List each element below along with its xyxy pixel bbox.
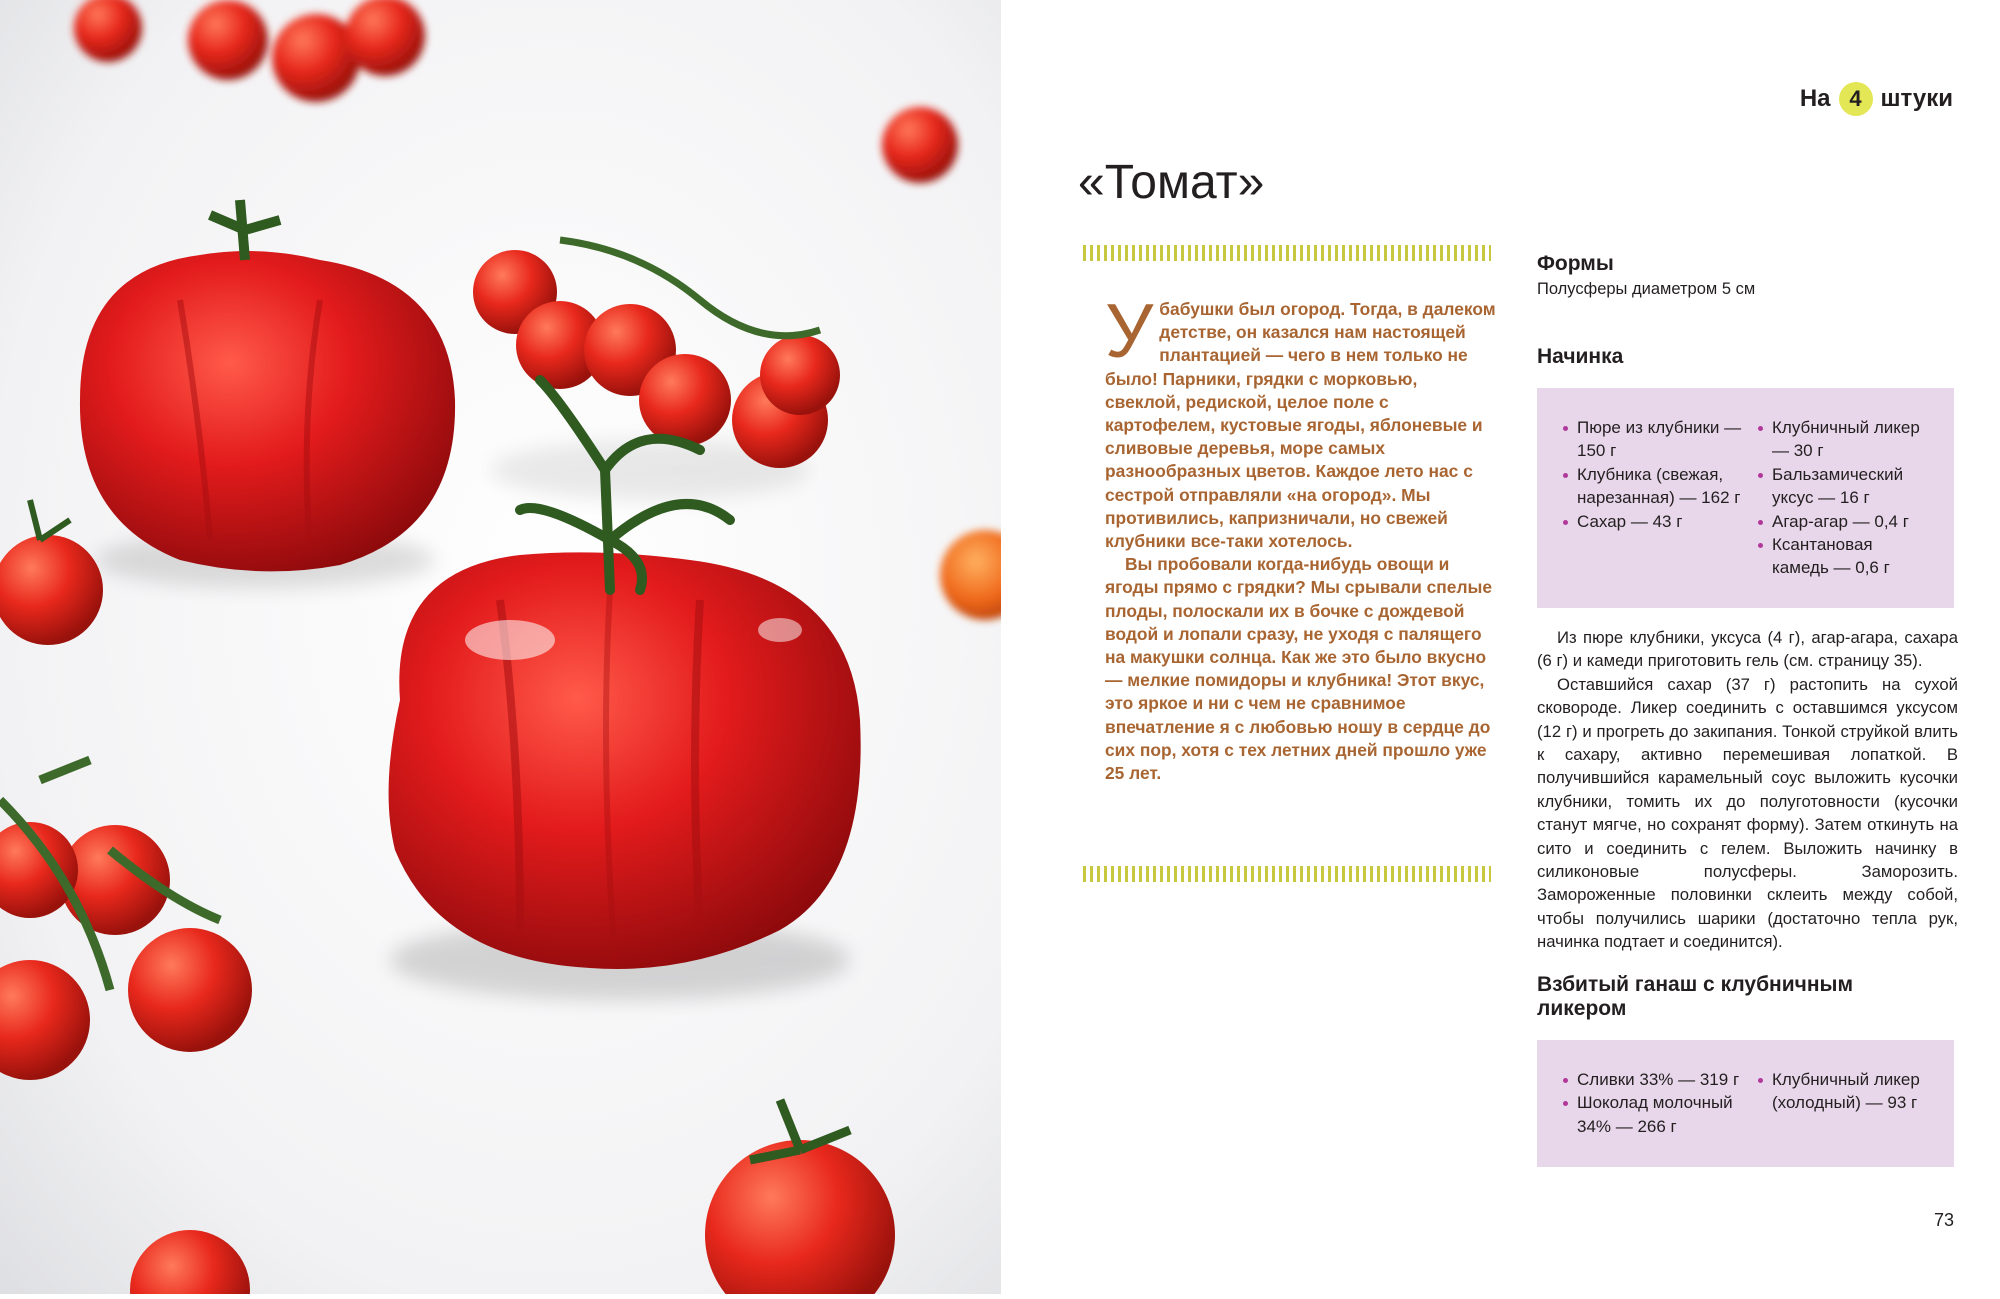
filling-ingredients-col1 [1561,416,1756,608]
ingredient-item: Клубничный ликер — 30 г [1756,416,1931,463]
ingredient-item: Клубника (свежая, нарезанная) — 162 г [1561,463,1756,510]
page-number: 73 [1933,1210,1954,1230]
drop-cap: У [1105,289,1154,374]
ingredient-item: Шоколад молочный 34% — 266 г [1561,1091,1756,1138]
ingredient-item: Сливки 33% — 319 г [1561,1068,1756,1091]
recipe-title: «Томат» [1078,156,1265,209]
servings-indicator [1800,82,1953,116]
filling-ingredients-box [1537,388,1954,608]
tomato-photo [0,0,1001,1294]
filling-heading: Начинка [1537,345,1624,368]
story-paragraph-1: бабушки был огород. Тогда, в далеком детстве, он казался нам настоящей плантацией — чего в нем только не было! Парники, грядки с морковью, свеклой, редиской, целое поле с картофелем, кустовые ягоды, яблоневые и сливовые деревья, море самых разнообразных цветов. Каждое лето нас с сестрой отправляли «на огород». Мы противились, капризничали, но свежей клубники все-таки хотелось. [1105,299,1496,552]
divider-bottom [1083,866,1491,882]
ingredient-item: Клубничный ликер (холодный) — 93 г [1756,1068,1931,1115]
method-paragraph-2: Оставшийся сахар (37 г) растопить на сухой сковороде. Ликер соединить с оставшимся уксусом (12 г) и прогреть до закипания. Тонкой струйкой влить к сахару, активно перемешивая лопаткой. В получившийся карамельный соус выложить кусочки клубники, томить их до полуготовности (кусочки станут мягче, но сохранят форму). Затем откинуть на сито и соединить с гелем. Выложить начинку в силиконовые полусферы. Заморозить. Замороженные половинки склеить между собой, чтобы получились шарики (достаточно тепла рук, начинка подтает и соединится). [1537,674,1958,952]
story-text [1105,289,1497,785]
filling-method [1537,626,1958,954]
servings-suffix: штуки [1880,85,1953,112]
forms-text: Полусферы диаметром 5 см [1537,280,1756,298]
ganache-ingredients-box [1537,1040,1954,1167]
servings-prefix: На [1799,85,1831,112]
servings-number-badge: 4 [1839,82,1873,116]
ingredient-item: Ксантановая камедь — 0,6 г [1756,533,1931,580]
divider-top [1083,245,1491,261]
ingredient-item: Пюре из клубники — 150 г [1561,416,1756,463]
ganache-heading: Взбитый ганаш с клубничным ликером [1537,973,1853,1020]
ganache-ingredients-col1 [1561,1068,1756,1167]
forms-heading: Формы [1537,252,1614,275]
story-paragraph-2: Вы пробовали когда-нибудь овощи и ягоды прямо с грядки? Мы срывали спелые плоды, полоскали их в бочке с дождевой водой и лопали сразу, не уходя с палящего на макушки солнца. Как же это было вкусно — мелкие помидоры и клубника! Этот вкус, это яркое и ни с чем не сравнимое впечатление я с любовью ношу в сердце до сих пор, хотя с тех летних дней прошло уже 25 лет. [1105,554,1493,784]
method-paragraph-1: Из пюре клубники, уксуса (4 г), агар-агара, сахара (6 г) и камеди приготовить гель (см. страницу 35). [1537,628,1958,671]
ganache-ingredients-col2 [1756,1068,1931,1167]
ingredient-item: Сахар — 43 г [1561,510,1756,533]
filling-ingredients-col2 [1756,416,1931,608]
ingredient-item: Агар-агар — 0,4 г [1756,510,1931,533]
ingredient-item: Бальзамический уксус — 16 г [1756,463,1931,510]
recipe-page [1001,0,2000,1294]
